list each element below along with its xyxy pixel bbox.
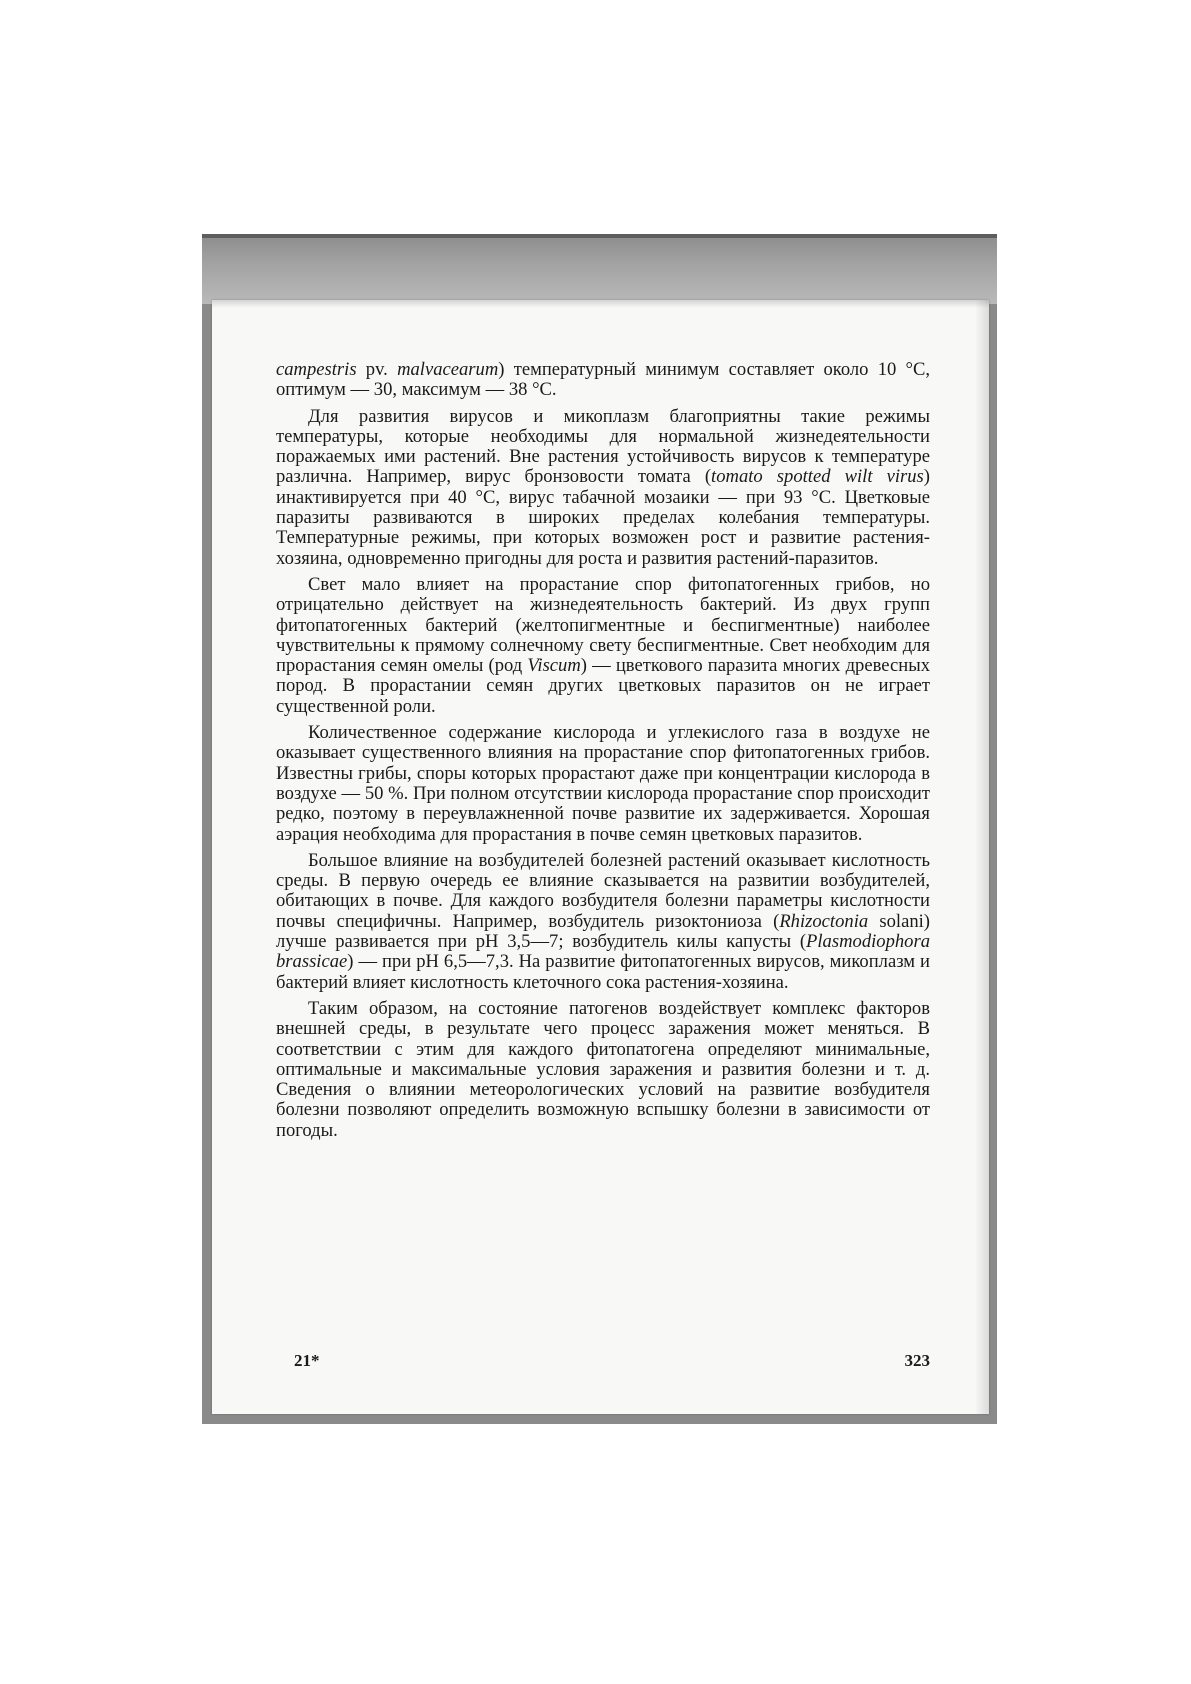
italic-term: Viscum [527, 655, 581, 677]
page-top-shadow [212, 300, 989, 308]
italic-term: malvacearum [397, 359, 499, 380]
paragraph [276, 407, 930, 569]
paragraph [276, 999, 930, 1141]
text-run: Таким образом, на состояние патогенов воздействует комплекс факторов внешней среды, в результате чего процесс заражения может меняться. В соответствии с этим для каждого фитопатогена определяют минимальные, оптимальные и максимальные условия заражения и развития болезни и т. д. Сведения о влиянии метеорологических условий на развитие возбудителя болезни позволяют определить возможную вспышку болезни в зависимости от погоды. [276, 997, 930, 1141]
text-run: pv. [356, 359, 398, 380]
text-run: ) инактивируется при 40 °C, вирус табачной мозаики — при 93 °C. Цветковые паразиты развиваются в широких пределах колебания температуры. Температурные режимы, при которых возможен рост и развитие растения-хозяина, одновременно пригодны для роста и развития растений-паразитов. [276, 466, 930, 569]
italic-term: Plasmodiophora brassicae [276, 931, 930, 973]
italic-term: campestris [276, 359, 357, 380]
paragraph [276, 360, 930, 401]
page-gutter-shadow [975, 300, 989, 1414]
text-run: ) — при pH 6,5—7,3. На развитие фитопатогенных вирусов, микоплазм и бактерий влияет кислотность клеточного сока растения-хозяина. [276, 951, 930, 993]
text-run: Для развития вирусов и микоплазм благоприятны такие режимы температуры, которые необходимы для нормальной жизнедеятельности поражаемых ими растений. Вне растения устойчивость вирусов к температуре различна. Например, вирус бронзовости томата ( [276, 405, 930, 488]
text-run: Большое влияние на возбудителей болезней растений оказывает кислотность среды. В первую очередь ее влияние сказывается на развитии возбудителей, обитающих в почве. Для каждого возбудителя болезни параметры кислотности почвы специфичны. Например, возбудитель ризоктониоза ( [276, 849, 930, 932]
page-sheet [212, 300, 989, 1414]
text-run: ) — цветкового паразита многих древесных пород. В прорастании семян других цветковых паразитов он не играет существенной роли. [276, 655, 930, 717]
page-number: 323 [904, 1351, 930, 1370]
text-run: solani) лучше развивается при pH 3,5—7; возбудитель килы капусты ( [276, 910, 930, 953]
text-run: ) температурный минимум составляет около 10 °C, оптимум — 30, максимум — 38 °C. [276, 359, 930, 401]
paragraph [276, 575, 930, 717]
paragraph [276, 723, 930, 845]
text-run: Свет мало влияет на прорастание спор фитопатогенных грибов, но отрицательно действует на жизнедеятельность бактерий. Из двух групп фитопатогенных бактерий (желтопигментные и беспигментные) наиболее чувствительны к прямому солнечному свету беспигментные. Свет необходим для прорастания семян омелы (род [276, 573, 930, 677]
scan-background-edge [202, 238, 997, 304]
signature-mark: 21* [294, 1351, 320, 1370]
paragraph [276, 851, 930, 993]
scanned-book-page [202, 234, 997, 1424]
body-text [276, 360, 930, 1147]
text-run: Количественное содержание кислорода и углекислого газа в воздухе не оказывает существенного влияния на прорастание спор фитопатогенных грибов. Известны грибы, споры которых прорастают даже при концентрации кислорода в воздухе — 50 %. При полном отсутствии кислорода прорастание спор происходит редко, поэтому в переувлажненной почве развитие их задерживается. Хорошая аэрация необходима для прорастания в почве семян цветковых паразитов. [276, 722, 930, 845]
italic-term: Rhizoctonia [779, 910, 869, 932]
italic-term: tomato spotted wilt virus [711, 466, 924, 488]
